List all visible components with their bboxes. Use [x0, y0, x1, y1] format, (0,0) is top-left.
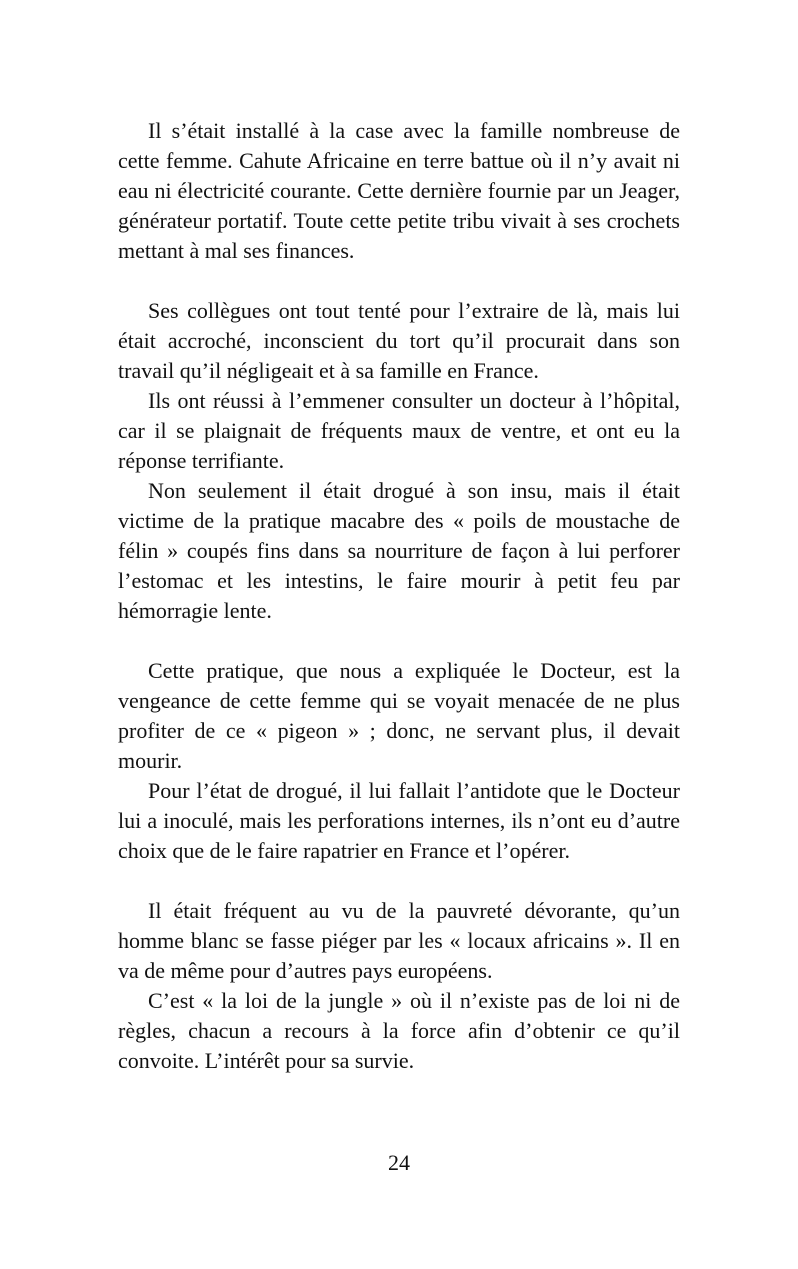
- paragraph: Il était fréquent au vu de la pauvreté dévorante, qu’un homme blanc se fasse piéger par les « locaux africains ». Il en va de même pour d’autres pays européens.: [118, 898, 680, 983]
- page-body: [118, 116, 680, 1076]
- section-break: [118, 266, 680, 296]
- section-break: [118, 866, 680, 896]
- page-number: 24: [388, 1150, 410, 1175]
- paragraph: C’est « la loi de la jungle » où il n’existe pas de loi ni de règles, chacun a recours à la force afin d’obtenir ce qu’il convoite. L’intérêt pour sa survie.: [118, 988, 680, 1073]
- paragraph: Non seulement il était drogué à son insu, mais il était victime de la pratique macabre des « poils de moustache de félin » coupés fins dans sa nourriture de façon à lui perforer l’estomac et les intestins, le faire mourir à petit feu par hémorragie lente.: [118, 478, 680, 623]
- paragraph: Ils ont réussi à l’emmener consulter un docteur à l’hôpital, car il se plaignait de fréquents maux de ventre, et ont eu la réponse terrifiante.: [118, 388, 680, 473]
- section-break: [118, 626, 680, 656]
- paragraph: Pour l’état de drogué, il lui fallait l’antidote que le Docteur lui a inoculé, mais les perforations internes, ils n’ont eu d’autre choix que de le faire rapatrier en France et l’opérer.: [118, 778, 680, 863]
- paragraph: Ses collègues ont tout tenté pour l’extraire de là, mais lui était accroché, inconscient du tort qu’il procurait dans son travail qu’il négligeait et à sa famille en France.: [118, 298, 680, 383]
- paragraph: Il s’était installé à la case avec la famille nombreuse de cette femme. Cahute Africaine en terre battue où il n’y avait ni eau ni électricité courante. Cette dernière fournie par un Jeager, générateur portatif. Toute cette petite tribu vivait à ses crochets mettant à mal ses finances.: [118, 118, 680, 263]
- paragraph: Cette pratique, que nous a expliquée le Docteur, est la vengeance de cette femme qui se voyait menacée de ne plus profiter de ce « pigeon » ; donc, ne servant plus, il devait mourir.: [118, 658, 680, 773]
